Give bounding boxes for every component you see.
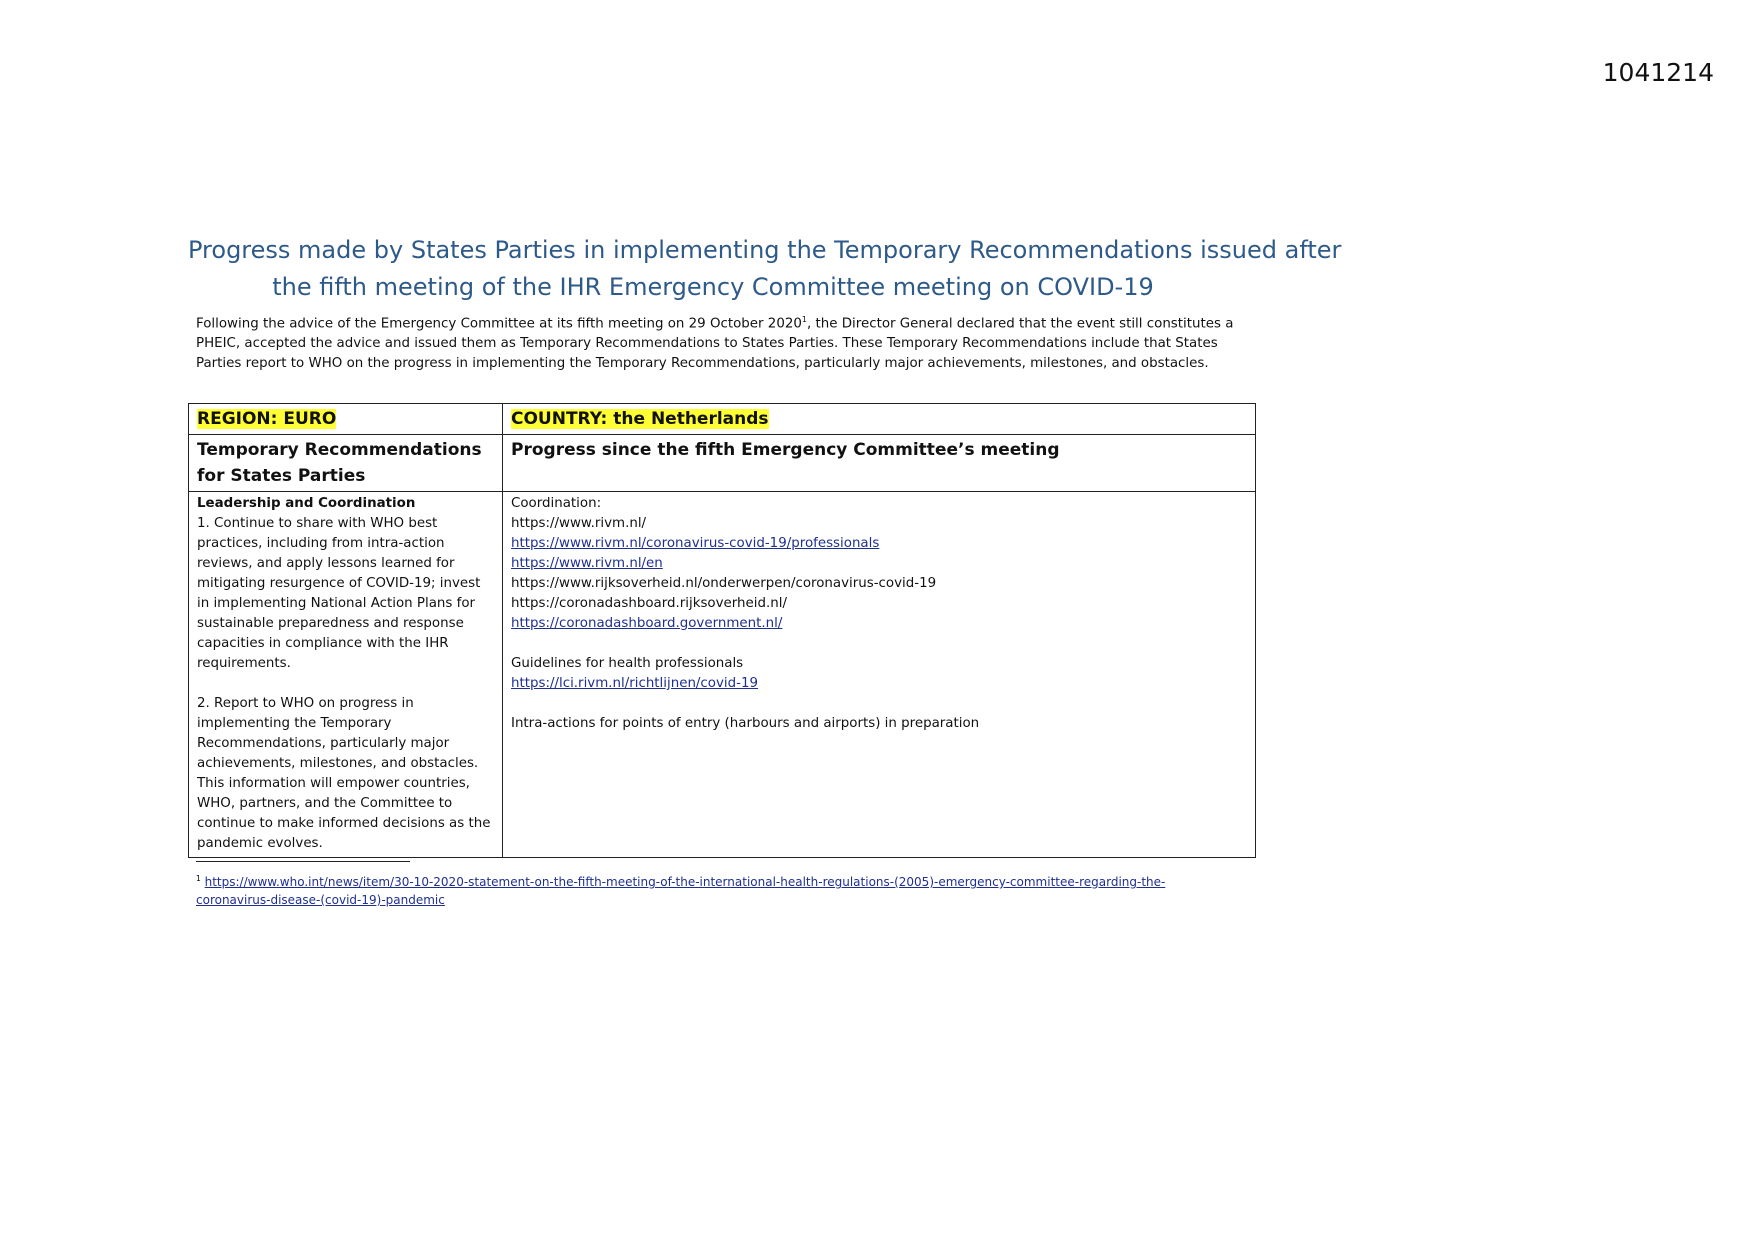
recommendations-table [188,403,1256,858]
region-label: REGION: EURO [197,409,337,429]
progress-cell [503,492,1256,858]
footnote-marker: 1 [196,874,201,883]
col2-header: Progress since the fifth Emergency Committee’s meeting [503,435,1256,492]
url-rijksoverheid: https://www.rijksoverheid.nl/onderwerpen/coronavirus-covid-19 [511,576,937,591]
intro-text-end: , the Director General declared that the event still constitutes a PHEIC, accepted the advice and issued them as Temporary Recommendations to States Parties. These Temporary Recommendations include that States Parties report to WHO on the progress in implementing the Temporary Recommendations, particularly major achievements, milestones, and obstacles. [196,316,1234,372]
country-label: COUNTRY: the Netherlands [511,409,769,429]
intra-actions-text: Intra-actions for points of entry (harbours and airports) in preparation [511,716,980,731]
footnote-link-line-1[interactable]: https://www.who.int/news/item/30-10-2020-statement-on-the-fifth-meeting-of-the-international-health-regulations-(2005)-emergency-committee-regarding-the- [204,875,1166,889]
page-title-line-2: the fifth meeting of the IHR Emergency Committee meeting on COVID-19 [272,273,1154,301]
intro-paragraph [196,310,1256,374]
document-id: 1041214 [1602,58,1714,87]
recommendation-item-2: 2. Report to WHO on progress in implementing the Temporary Recommendations, particularly major achievements, milestones, and obstacles. This information will empower countries, WHO, partners, and the Committee to continue to make informed decisions as the pandemic evolves. [197,696,495,851]
intro-text-start: Following the advice of the Emergency Committee at its fifth meeting on 29 October 2020 [196,316,802,332]
col1-header: Temporary Recommendations for States Parties [189,435,503,492]
page-title-line-1: Progress made by States Parties in implementing the Temporary Recommendations issued after [188,236,1342,264]
table-region-row [189,404,1256,435]
region-cell [189,404,503,435]
url-rivm: https://www.rivm.nl/ [511,516,647,531]
table-header-row [189,435,1256,492]
table-row [189,492,1256,858]
recommendation-cell [189,492,503,858]
url-coronadashboard-rijksoverheid: https://coronadashboard.rijksoverheid.nl/ [511,596,787,611]
link-lci-guidelines[interactable]: https://lci.rivm.nl/richtlijnen/covid-19 [511,676,759,691]
footnote [196,870,1256,909]
link-rivm-professionals[interactable]: https://www.rivm.nl/coronavirus-covid-19/professionals [511,536,880,551]
coordination-label: Coordination: [511,496,602,511]
link-rivm-en[interactable]: https://www.rivm.nl/en [511,556,663,571]
footnote-separator [196,861,410,862]
footnote-link-line-2[interactable]: coronavirus-disease-(covid-19)-pandemic [196,893,445,907]
recommendation-item-1: 1. Continue to share with WHO best practices, including from intra-action reviews, and apply lessons learned for mitigating resurgence of COVID-19; invest in implementing National Action Plans for sustainable preparedness and response capacities in compliance with the IHR requirements. [197,516,485,671]
page-title [188,232,1342,306]
link-coronadashboard-government[interactable]: https://coronadashboard.government.nl/ [511,616,783,631]
recommendation-heading: Leadership and Coordination [197,496,416,511]
footnote-reference: 1 [801,315,807,324]
country-cell [503,404,1256,435]
guidelines-label: Guidelines for health professionals [511,656,744,671]
